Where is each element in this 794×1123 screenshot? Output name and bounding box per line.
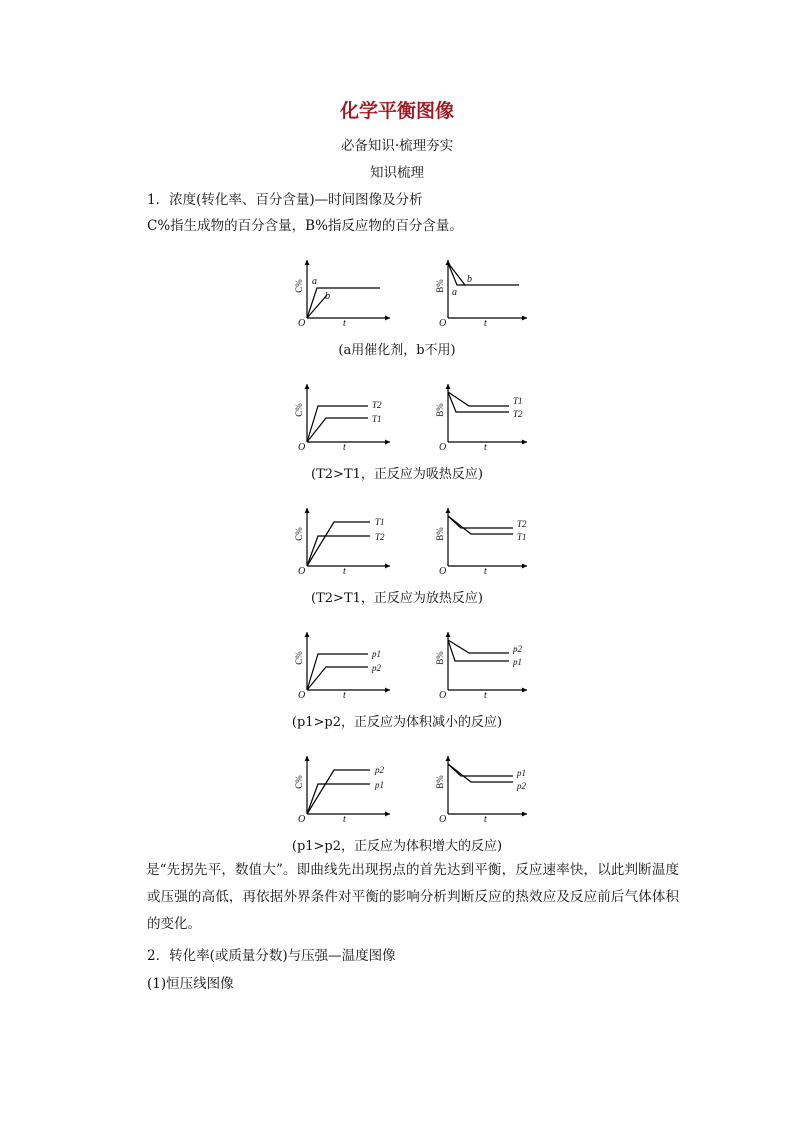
origin-label: O: [298, 318, 306, 329]
curve-label-2: p1: [513, 657, 522, 667]
curve-label-1: p1: [372, 649, 381, 659]
x-axis-label: t: [484, 442, 487, 453]
curve-lower: [448, 392, 509, 412]
curve-upper: [307, 522, 370, 566]
y-axis-label: C%: [294, 527, 304, 541]
y-axis-label: C%: [294, 403, 304, 417]
page-title: 化学平衡图像: [339, 100, 454, 122]
curve-upper: [307, 654, 368, 690]
curve-label-1: T1: [513, 396, 523, 406]
graph-pressure-decrease-c-percent: [290, 630, 390, 708]
curve-lower: [307, 667, 368, 690]
y-axis-label: B%: [435, 775, 445, 789]
curve-label-2: T1: [372, 414, 382, 424]
origin-label: O: [439, 814, 447, 825]
graph-pressure-decrease-b-percent: [431, 630, 531, 708]
x-axis-label: t: [343, 442, 346, 453]
graph-pressure-increase-c-percent: [290, 754, 390, 832]
curve-label-1: p2: [513, 644, 522, 654]
curve-upper: [448, 392, 509, 406]
curve-upper: [307, 406, 368, 442]
graph-temp-endo-b-percent: [431, 382, 531, 460]
x-axis-label: t: [343, 690, 346, 701]
curve-label-2: a: [452, 287, 457, 298]
origin-label: O: [298, 814, 306, 825]
graph-temp-exo-c-percent: [290, 506, 390, 584]
curve-upper: [448, 764, 513, 776]
origin-label: O: [298, 442, 306, 453]
curve-lower: [448, 640, 509, 661]
x-axis-label: t: [484, 318, 487, 329]
curve-label-2: T2: [513, 409, 523, 419]
origin-label: O: [439, 318, 447, 329]
section-heading: 必备知识·梳理夯实: [340, 138, 454, 154]
curve-a: [307, 288, 380, 318]
curve-label-2: b: [325, 291, 330, 302]
origin-label: O: [298, 690, 306, 701]
curve-upper: [448, 516, 513, 528]
curve-label-2: p2: [372, 663, 381, 673]
curve-label-2: p1: [375, 780, 384, 790]
caption-panel-2: (T2>T1，正反应为吸热反应): [311, 467, 483, 482]
graph-catalyst-c-percent: [290, 258, 390, 336]
y-axis-label: B%: [435, 279, 445, 293]
curve-label-2: T1: [517, 532, 527, 542]
y-axis-label: C%: [294, 651, 304, 665]
curve-label-1: p1: [517, 768, 526, 778]
origin-label: O: [439, 690, 447, 701]
graph-temp-endo-c-percent: [290, 382, 390, 460]
y-axis-label: B%: [435, 527, 445, 541]
curve-label-2: p2: [517, 781, 526, 791]
curve-label-1: b: [467, 274, 472, 285]
item2-subheading: (1)恒压线图像: [147, 976, 234, 992]
curve-label-1: T2: [517, 519, 527, 529]
curve-a: [448, 263, 519, 285]
x-axis-label: t: [484, 566, 487, 577]
x-axis-label: t: [343, 814, 346, 825]
curve-lower: [307, 418, 368, 442]
x-axis-label: t: [343, 318, 346, 329]
curve-label-2: T2: [375, 532, 385, 542]
caption-panel-4: (p1>p2，正反应为体积减小的反应): [291, 715, 503, 730]
curve-b: [448, 263, 465, 285]
curve-label-1: T1: [375, 517, 385, 527]
sub-heading: 知识梳理: [370, 165, 424, 181]
curve-label-1: p2: [375, 765, 384, 775]
x-axis-label: t: [484, 690, 487, 701]
y-axis-label: B%: [435, 651, 445, 665]
caption-panel-3: (T2>T1，正反应为放热反应): [311, 591, 483, 606]
x-axis-label: t: [484, 814, 487, 825]
graph-pressure-increase-b-percent: [431, 754, 531, 832]
curve-label-1: a: [312, 276, 317, 287]
definition-text: C%指生成物的百分含量，B%指反应物的百分含量。: [147, 218, 463, 234]
y-axis-label: C%: [294, 775, 304, 789]
curve-b: [307, 295, 327, 318]
graph-temp-exo-b-percent: [431, 506, 531, 584]
y-axis-label: B%: [435, 403, 445, 417]
curve-upper: [448, 640, 509, 653]
item2-heading: 2．转化率(或质量分数)与压强—温度图像: [147, 948, 396, 964]
graph-catalyst-b-percent: [431, 258, 531, 336]
origin-label: O: [439, 442, 447, 453]
y-axis-label: C%: [294, 279, 304, 293]
origin-label: O: [298, 566, 306, 577]
curve-label-1: T2: [372, 400, 382, 410]
item1-heading: 1．浓度(转化率、百分含量)—时间图像及分析: [147, 192, 423, 208]
caption-panel-1: (a用催化剂，b不用): [338, 343, 456, 358]
curve-upper: [307, 770, 370, 814]
origin-label: O: [439, 566, 447, 577]
rule-paragraph: 是“先拐先平，数值大”。即曲线先出现拐点的首先达到平衡，反应速率快，以此判断温度或压强的高低，再依据外界条件对平衡的影响分析判断反应的热效应及反应前后气体体积的变化。: [146, 862, 679, 932]
caption-panel-5: (p1>p2，正反应为体积增大的反应): [291, 839, 503, 854]
x-axis-label: t: [343, 566, 346, 577]
